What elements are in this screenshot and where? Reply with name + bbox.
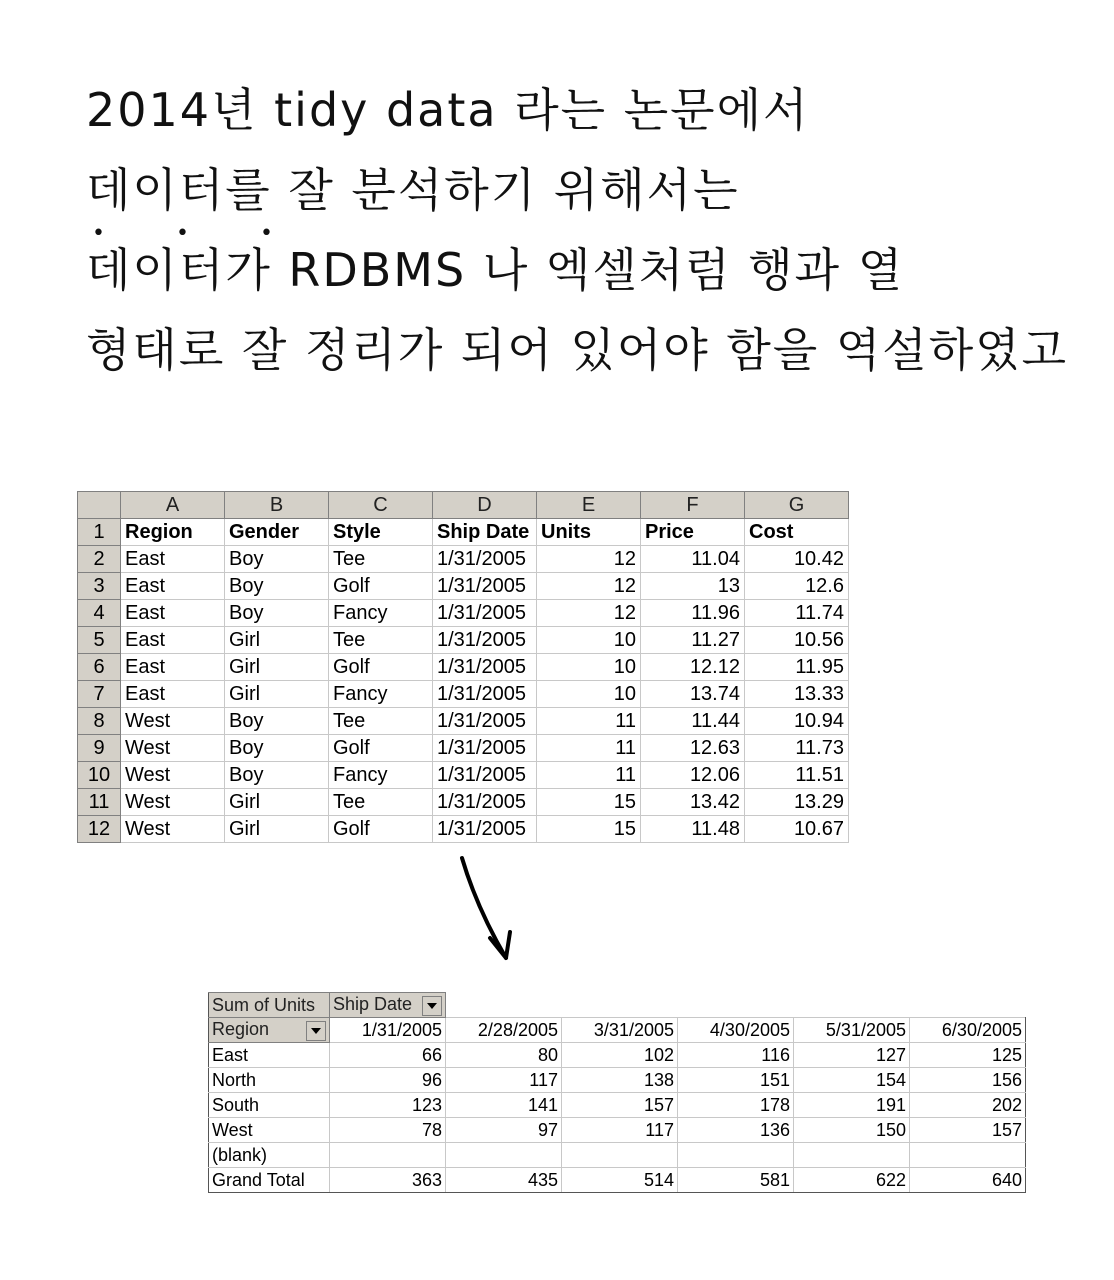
- table-cell[interactable]: 1/31/2005: [433, 627, 537, 654]
- table-cell[interactable]: 15: [537, 816, 641, 843]
- pivot-row-label[interactable]: North: [209, 1068, 330, 1093]
- note-line-3: [86, 221, 1076, 310]
- table-cell[interactable]: 15: [537, 789, 641, 816]
- pivot-cell[interactable]: 116: [678, 1043, 794, 1068]
- pivot-cell[interactable]: [562, 1143, 678, 1168]
- table-cell[interactable]: 1/31/2005: [433, 600, 537, 627]
- row-number[interactable]: 1: [78, 519, 121, 546]
- table-cell[interactable]: 11.73: [745, 735, 849, 762]
- table-cell[interactable]: Girl: [225, 681, 329, 708]
- pivot-row: [209, 1093, 1026, 1118]
- pivot-cell[interactable]: 136: [678, 1118, 794, 1143]
- pivot-row: [209, 1068, 1026, 1093]
- table-cell[interactable]: 1/31/2005: [433, 546, 537, 573]
- table-cell[interactable]: 12.12: [641, 654, 745, 681]
- table-cell[interactable]: East: [121, 627, 225, 654]
- pivot-cell[interactable]: 178: [678, 1093, 794, 1118]
- table-row: [78, 816, 849, 843]
- emphasized-word: [86, 221, 305, 310]
- table-cell[interactable]: Girl: [225, 789, 329, 816]
- table-cell[interactable]: 13: [641, 573, 745, 600]
- pivot-row: [209, 1118, 1026, 1143]
- table-row: [78, 681, 849, 708]
- pivot-row-label[interactable]: East: [209, 1043, 330, 1068]
- pivot-cell[interactable]: 80: [446, 1043, 562, 1068]
- grand-total-cell[interactable]: 622: [794, 1168, 910, 1193]
- table-cell[interactable]: West: [121, 816, 225, 843]
- table-cell[interactable]: 10.94: [745, 708, 849, 735]
- table-cell[interactable]: West: [121, 789, 225, 816]
- row-number[interactable]: 8: [78, 708, 121, 735]
- pivot-cell[interactable]: 125: [910, 1043, 1026, 1068]
- table-cell[interactable]: Fancy: [329, 600, 433, 627]
- table-cell[interactable]: 12.63: [641, 735, 745, 762]
- table-cell[interactable]: 11.27: [641, 627, 745, 654]
- date-header[interactable]: 1/31/2005: [330, 1018, 446, 1043]
- pivot-cell[interactable]: 156: [910, 1068, 1026, 1093]
- row-number[interactable]: 12: [78, 816, 121, 843]
- pivot-row: [209, 1043, 1026, 1068]
- pivot-cell[interactable]: 138: [562, 1068, 678, 1093]
- date-header[interactable]: 4/30/2005: [678, 1018, 794, 1043]
- row-number[interactable]: 4: [78, 600, 121, 627]
- table-cell[interactable]: 1/31/2005: [433, 573, 537, 600]
- table-row: [78, 573, 849, 600]
- header-cell[interactable]: Style: [329, 519, 433, 546]
- table-cell[interactable]: Tee: [329, 789, 433, 816]
- empty-cell: [562, 993, 678, 1018]
- table-cell[interactable]: 10.56: [745, 627, 849, 654]
- row-number[interactable]: 7: [78, 681, 121, 708]
- table-cell[interactable]: 1/31/2005: [433, 681, 537, 708]
- grand-total-cell[interactable]: 363: [330, 1168, 446, 1193]
- table-cell[interactable]: 11.74: [745, 600, 849, 627]
- table-cell[interactable]: 11: [537, 708, 641, 735]
- date-header[interactable]: 2/28/2005: [446, 1018, 562, 1043]
- table-cell[interactable]: 12.6: [745, 573, 849, 600]
- table-cell[interactable]: Boy: [225, 546, 329, 573]
- empty-cell: [678, 993, 794, 1018]
- date-header[interactable]: 6/30/2005: [910, 1018, 1026, 1043]
- grand-total-cell[interactable]: 640: [910, 1168, 1026, 1193]
- pivot-cell[interactable]: 157: [910, 1118, 1026, 1143]
- pivot-cell[interactable]: [794, 1143, 910, 1168]
- table-cell[interactable]: 11: [537, 762, 641, 789]
- table-cell[interactable]: 13.33: [745, 681, 849, 708]
- data-field-button[interactable]: Sum of Units: [209, 993, 330, 1018]
- row-number[interactable]: 9: [78, 735, 121, 762]
- grand-total-row: [209, 1168, 1026, 1193]
- pivot-cell[interactable]: [910, 1143, 1026, 1168]
- table-row: [78, 654, 849, 681]
- row-number[interactable]: 2: [78, 546, 121, 573]
- table-cell[interactable]: Fancy: [329, 681, 433, 708]
- column-header[interactable]: A: [121, 492, 225, 519]
- table-cell[interactable]: Tee: [329, 627, 433, 654]
- table-row: [78, 546, 849, 573]
- emphasized-word-text: 데이터: [86, 243, 226, 297]
- pivot-cell[interactable]: 150: [794, 1118, 910, 1143]
- pivot-cell[interactable]: 97: [446, 1118, 562, 1143]
- note-line-3-rest: 가 RDBMS 나 엑셀처럼 행과 열: [225, 243, 905, 297]
- grand-total-cell[interactable]: 581: [678, 1168, 794, 1193]
- table-cell[interactable]: 13.42: [641, 789, 745, 816]
- column-header[interactable]: B: [225, 492, 329, 519]
- row-number[interactable]: 6: [78, 654, 121, 681]
- pivot-cell[interactable]: 157: [562, 1093, 678, 1118]
- pivot-cell[interactable]: 96: [330, 1068, 446, 1093]
- table-cell[interactable]: 11.44: [641, 708, 745, 735]
- spreadsheet-table: [77, 491, 849, 843]
- table-cell[interactable]: West: [121, 708, 225, 735]
- table-cell[interactable]: 13.29: [745, 789, 849, 816]
- grand-total-cell[interactable]: 514: [562, 1168, 678, 1193]
- table-cell[interactable]: Tee: [329, 546, 433, 573]
- row-field-button[interactable]: [209, 1018, 330, 1043]
- table-cell[interactable]: 10.42: [745, 546, 849, 573]
- table-cell[interactable]: 1/31/2005: [433, 789, 537, 816]
- table-cell[interactable]: East: [121, 546, 225, 573]
- table-cell[interactable]: Girl: [225, 627, 329, 654]
- pivot-row: [209, 1143, 1026, 1168]
- pivot-cell[interactable]: [678, 1143, 794, 1168]
- pivot-cell[interactable]: 123: [330, 1093, 446, 1118]
- table-cell[interactable]: 1/31/2005: [433, 762, 537, 789]
- table-row: [78, 600, 849, 627]
- grand-total-cell[interactable]: 435: [446, 1168, 562, 1193]
- row-field-label: Region: [212, 1019, 270, 1039]
- dropdown-arrow-icon[interactable]: [422, 996, 442, 1016]
- column-header[interactable]: D: [433, 492, 537, 519]
- table-cell[interactable]: Fancy: [329, 762, 433, 789]
- pivot-cell[interactable]: [446, 1143, 562, 1168]
- table-cell[interactable]: Golf: [329, 735, 433, 762]
- column-header[interactable]: F: [641, 492, 745, 519]
- note-line-1: 2014년 tidy data 라는 논문에서: [86, 83, 810, 137]
- table-cell[interactable]: 12.06: [641, 762, 745, 789]
- table-cell[interactable]: Golf: [329, 654, 433, 681]
- pivot-row-label[interactable]: (blank): [209, 1143, 330, 1168]
- table-cell[interactable]: 11.04: [641, 546, 745, 573]
- pivot-cell[interactable]: 141: [446, 1093, 562, 1118]
- empty-cell: [794, 993, 910, 1018]
- pivot-cell[interactable]: 202: [910, 1093, 1026, 1118]
- column-header-row: [78, 492, 849, 519]
- table-cell[interactable]: 1/31/2005: [433, 816, 537, 843]
- table-cell[interactable]: East: [121, 600, 225, 627]
- header-cell[interactable]: Gender: [225, 519, 329, 546]
- pivot-field-row: [209, 993, 1026, 1018]
- table-cell[interactable]: 11.95: [745, 654, 849, 681]
- table-cell[interactable]: East: [121, 573, 225, 600]
- pivot-cell[interactable]: 66: [330, 1043, 446, 1068]
- table-cell[interactable]: 12: [537, 546, 641, 573]
- pivot-cell[interactable]: 102: [562, 1043, 678, 1068]
- table-row: [78, 708, 849, 735]
- note-line-2: 데이터를 잘 분석하기 위해서는: [86, 163, 740, 217]
- down-arrow-icon: [448, 852, 518, 967]
- column-header[interactable]: E: [537, 492, 641, 519]
- pivot-cell[interactable]: 127: [794, 1043, 910, 1068]
- pivot-row-label[interactable]: South: [209, 1093, 330, 1118]
- row-number[interactable]: 11: [78, 789, 121, 816]
- emphasis-dots: • • •: [92, 221, 305, 246]
- pivot-cell[interactable]: 191: [794, 1093, 910, 1118]
- handwritten-note: [86, 70, 1076, 390]
- table-cell[interactable]: 11.96: [641, 600, 745, 627]
- table-cell[interactable]: Boy: [225, 708, 329, 735]
- pivot-cell[interactable]: 151: [678, 1068, 794, 1093]
- select-all-corner[interactable]: [78, 492, 121, 519]
- row-number[interactable]: 5: [78, 627, 121, 654]
- table-cell[interactable]: Girl: [225, 816, 329, 843]
- table-cell[interactable]: Golf: [329, 816, 433, 843]
- header-cell[interactable]: Cost: [745, 519, 849, 546]
- table-cell[interactable]: 10: [537, 627, 641, 654]
- table-cell[interactable]: Boy: [225, 762, 329, 789]
- table-cell[interactable]: 10: [537, 681, 641, 708]
- pivot-cell[interactable]: 117: [446, 1068, 562, 1093]
- table-cell[interactable]: 13.74: [641, 681, 745, 708]
- table-row: [78, 735, 849, 762]
- pivot-cell[interactable]: 154: [794, 1068, 910, 1093]
- date-header[interactable]: 3/31/2005: [562, 1018, 678, 1043]
- pivot-cell[interactable]: 78: [330, 1118, 446, 1143]
- table-cell[interactable]: Girl: [225, 654, 329, 681]
- table-cell[interactable]: West: [121, 762, 225, 789]
- table-cell[interactable]: West: [121, 735, 225, 762]
- table-cell[interactable]: Tee: [329, 708, 433, 735]
- table-cell[interactable]: 12: [537, 600, 641, 627]
- header-cell[interactable]: Units: [537, 519, 641, 546]
- column-header[interactable]: G: [745, 492, 849, 519]
- date-header[interactable]: 5/31/2005: [794, 1018, 910, 1043]
- table-cell[interactable]: 11: [537, 735, 641, 762]
- table-cell[interactable]: 11.51: [745, 762, 849, 789]
- row-number[interactable]: 3: [78, 573, 121, 600]
- table-cell[interactable]: East: [121, 681, 225, 708]
- table-cell[interactable]: 10: [537, 654, 641, 681]
- table-cell[interactable]: 12: [537, 573, 641, 600]
- pivot-date-header-row: [209, 1018, 1026, 1043]
- table-cell[interactable]: 11.48: [641, 816, 745, 843]
- header-row: [78, 519, 849, 546]
- pivot-row-label[interactable]: West: [209, 1118, 330, 1143]
- table-cell[interactable]: 1/31/2005: [433, 654, 537, 681]
- table-cell[interactable]: 1/31/2005: [433, 708, 537, 735]
- column-header[interactable]: C: [329, 492, 433, 519]
- row-number[interactable]: 10: [78, 762, 121, 789]
- header-cell[interactable]: Region: [121, 519, 225, 546]
- table-cell[interactable]: Golf: [329, 573, 433, 600]
- dropdown-arrow-icon[interactable]: [306, 1021, 326, 1041]
- table-cell[interactable]: 1/31/2005: [433, 735, 537, 762]
- table-cell[interactable]: Boy: [225, 573, 329, 600]
- table-cell[interactable]: East: [121, 654, 225, 681]
- empty-cell: [446, 993, 562, 1018]
- table-cell[interactable]: 10.67: [745, 816, 849, 843]
- table-row: [78, 789, 849, 816]
- note-line-4: 형태로 잘 정리가 되어 있어야 함을 역설하였고: [86, 323, 1069, 377]
- table-cell[interactable]: Boy: [225, 600, 329, 627]
- empty-cell: [910, 993, 1026, 1018]
- pivot-cell[interactable]: [330, 1143, 446, 1168]
- grand-total-label[interactable]: Grand Total: [209, 1168, 330, 1193]
- table-cell[interactable]: Boy: [225, 735, 329, 762]
- header-cell[interactable]: Price: [641, 519, 745, 546]
- pivot-table: [208, 992, 1026, 1193]
- column-field-label: Ship Date: [333, 994, 413, 1014]
- column-field-button[interactable]: [330, 993, 446, 1018]
- table-row: [78, 762, 849, 789]
- pivot-cell[interactable]: 117: [562, 1118, 678, 1143]
- table-row: [78, 627, 849, 654]
- header-cell[interactable]: Ship Date: [433, 519, 537, 546]
